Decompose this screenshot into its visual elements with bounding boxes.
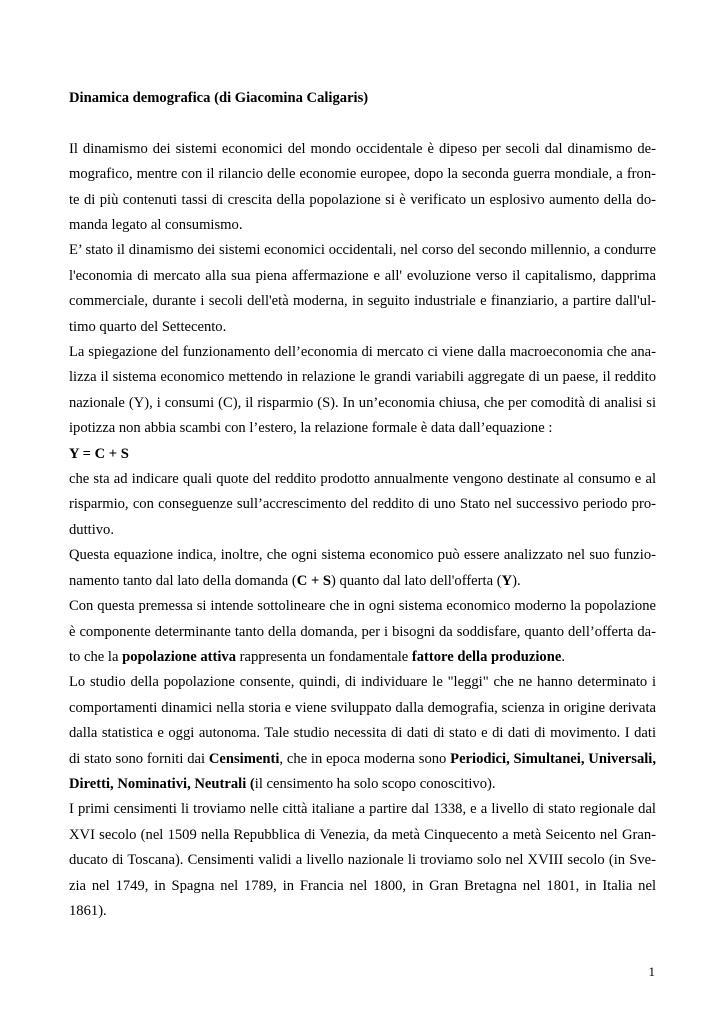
bold-text: C + S [296,572,332,589]
text-line: comportamenti dinamici nella storia e viene sviluppato dalla demografia, scienza in origine derivata [69,699,656,716]
page-number: 1 [648,964,655,979]
equation-text: Y = C + S [69,445,129,462]
text-line: te di più contenuti tassi di crescita della popolazione si è verificato un esplosivo aumento della do- [69,191,656,208]
text-line: dalla statistica e oggi autonoma. Tale studio necessita di dati di stato e di dati di movimento. I dati [69,725,656,742]
text-line: Questa equazione indica, inoltre, che ogni sistema economico può essere analizzato nel suo funzio- [69,547,656,564]
text-span: il censimento ha solo scopo conoscitivo). [254,775,496,792]
text-line: l'economia di mercato alla sua piena affermazione e all' evoluzione verso il capitalismo, dapprima [69,267,656,284]
text-line: commerciale, durante i secoli dell'età moderna, in seguito industriale e finanziario, a partire dall'ul- [69,293,656,310]
text-span: . [561,648,565,665]
bold-text: Censimenti [208,750,280,767]
paragraph-2 [69,238,656,340]
paragraph-1 [69,137,656,239]
text-line: mografico, mentre con il rilancio delle economie europee, dopo la seconda guerra mondiale, a fron- [69,166,656,183]
document-title: Dinamica demografica (di Giacomina Caligaris) [69,90,369,106]
text-line [69,747,656,772]
text-line [69,645,656,670]
text-line: ipotizza non abbia scambi con l’estero, la relazione formale è data dall’equazione : [69,420,553,437]
paragraph-8 [69,797,656,924]
text-line: nazionale (Y), i consumi (C), il risparmio (S). In un’economia chiusa, che per comodità di analisi si [69,394,656,411]
bold-text: Diretti, Nominativi, Neutrali ( [69,775,255,792]
text-line: Il dinamismo dei sistemi economici del mondo occidentale è dipeso per secoli dal dinamismo de- [69,140,656,157]
text-line: ducato di Toscana). Censimenti validi a livello nazionale li troviamo solo nel XVIII secolo (in Sve- [69,852,656,869]
paragraph-6 [69,594,656,670]
text-line: E’ stato il dinamismo dei sistemi economici occidentali, nel corso del secondo millennio, a condurre [69,242,656,259]
text-span: , che in epoca moderna sono [279,750,451,767]
bold-text: Periodici, Simultanei, Universali, [450,750,656,767]
text-line: duttivo. [69,521,114,538]
equation [69,442,656,467]
text-line: è componente determinante tanto della domanda, per i bisogni da soddisfare, quanto dell’offerta da- [69,623,656,640]
paragraph-5 [69,543,656,594]
text-span: ) quanto dal lato dell'offerta ( [331,572,502,589]
text-line: risparmio, con conseguenze sull’accrescimento del reddito di uno Stato nel successivo periodo pro- [69,496,656,513]
text-line: Lo studio della popolazione consente, quindi, di individuare le "leggi" che ne hanno determinato i [69,674,656,691]
text-span: di stato sono forniti dai [69,750,209,767]
text-line: XVI secolo (nel 1509 nella Repubblica di Venezia, da metà Cinquecento a metà Seicento nel Gran- [69,826,656,843]
text-line: zia nel 1749, in Spagna nel 1789, in Francia nel 1800, in Gran Bretagna nel 1801, in Italia nel [69,877,656,894]
text-line: che sta ad indicare quali quote del reddito prodotto annualmente vengono destinate al consumo e al [69,471,656,488]
text-span: ). [512,572,521,589]
text-line: I primi censimenti li troviamo nelle città italiane a partire dal 1338, e a livello di stato regionale dal [69,801,656,818]
text-line [69,772,656,797]
text-span: rappresenta un fondamentale [236,648,412,665]
paragraph-4 [69,467,656,543]
text-line: lizza il sistema economico mettendo in relazione le grandi variabili aggregate di un paese, il reddito [69,369,656,386]
text-line: Con questa premessa si intende sottolineare che in ogni sistema economico moderno la popolazione [69,598,656,615]
bold-text: Y [501,572,513,589]
paragraph-7 [69,670,656,797]
text-span: namento tanto dal lato della domanda ( [69,572,297,589]
text-line: manda legato al consumismo. [69,217,243,234]
text-line [69,569,656,594]
document-page [69,86,656,924]
paragraph-3 [69,340,656,442]
spacer [69,111,656,136]
bold-text: fattore della produzione [411,648,562,665]
text-line: 1861). [69,902,107,919]
bold-text: popolazione attiva [122,648,237,665]
text-line: La spiegazione del funzionamento dell’economia di mercato ci viene dalla macroeconomia che ana- [69,344,656,361]
text-span: to che la [69,648,123,665]
text-line: timo quarto del Settecento. [69,318,227,335]
